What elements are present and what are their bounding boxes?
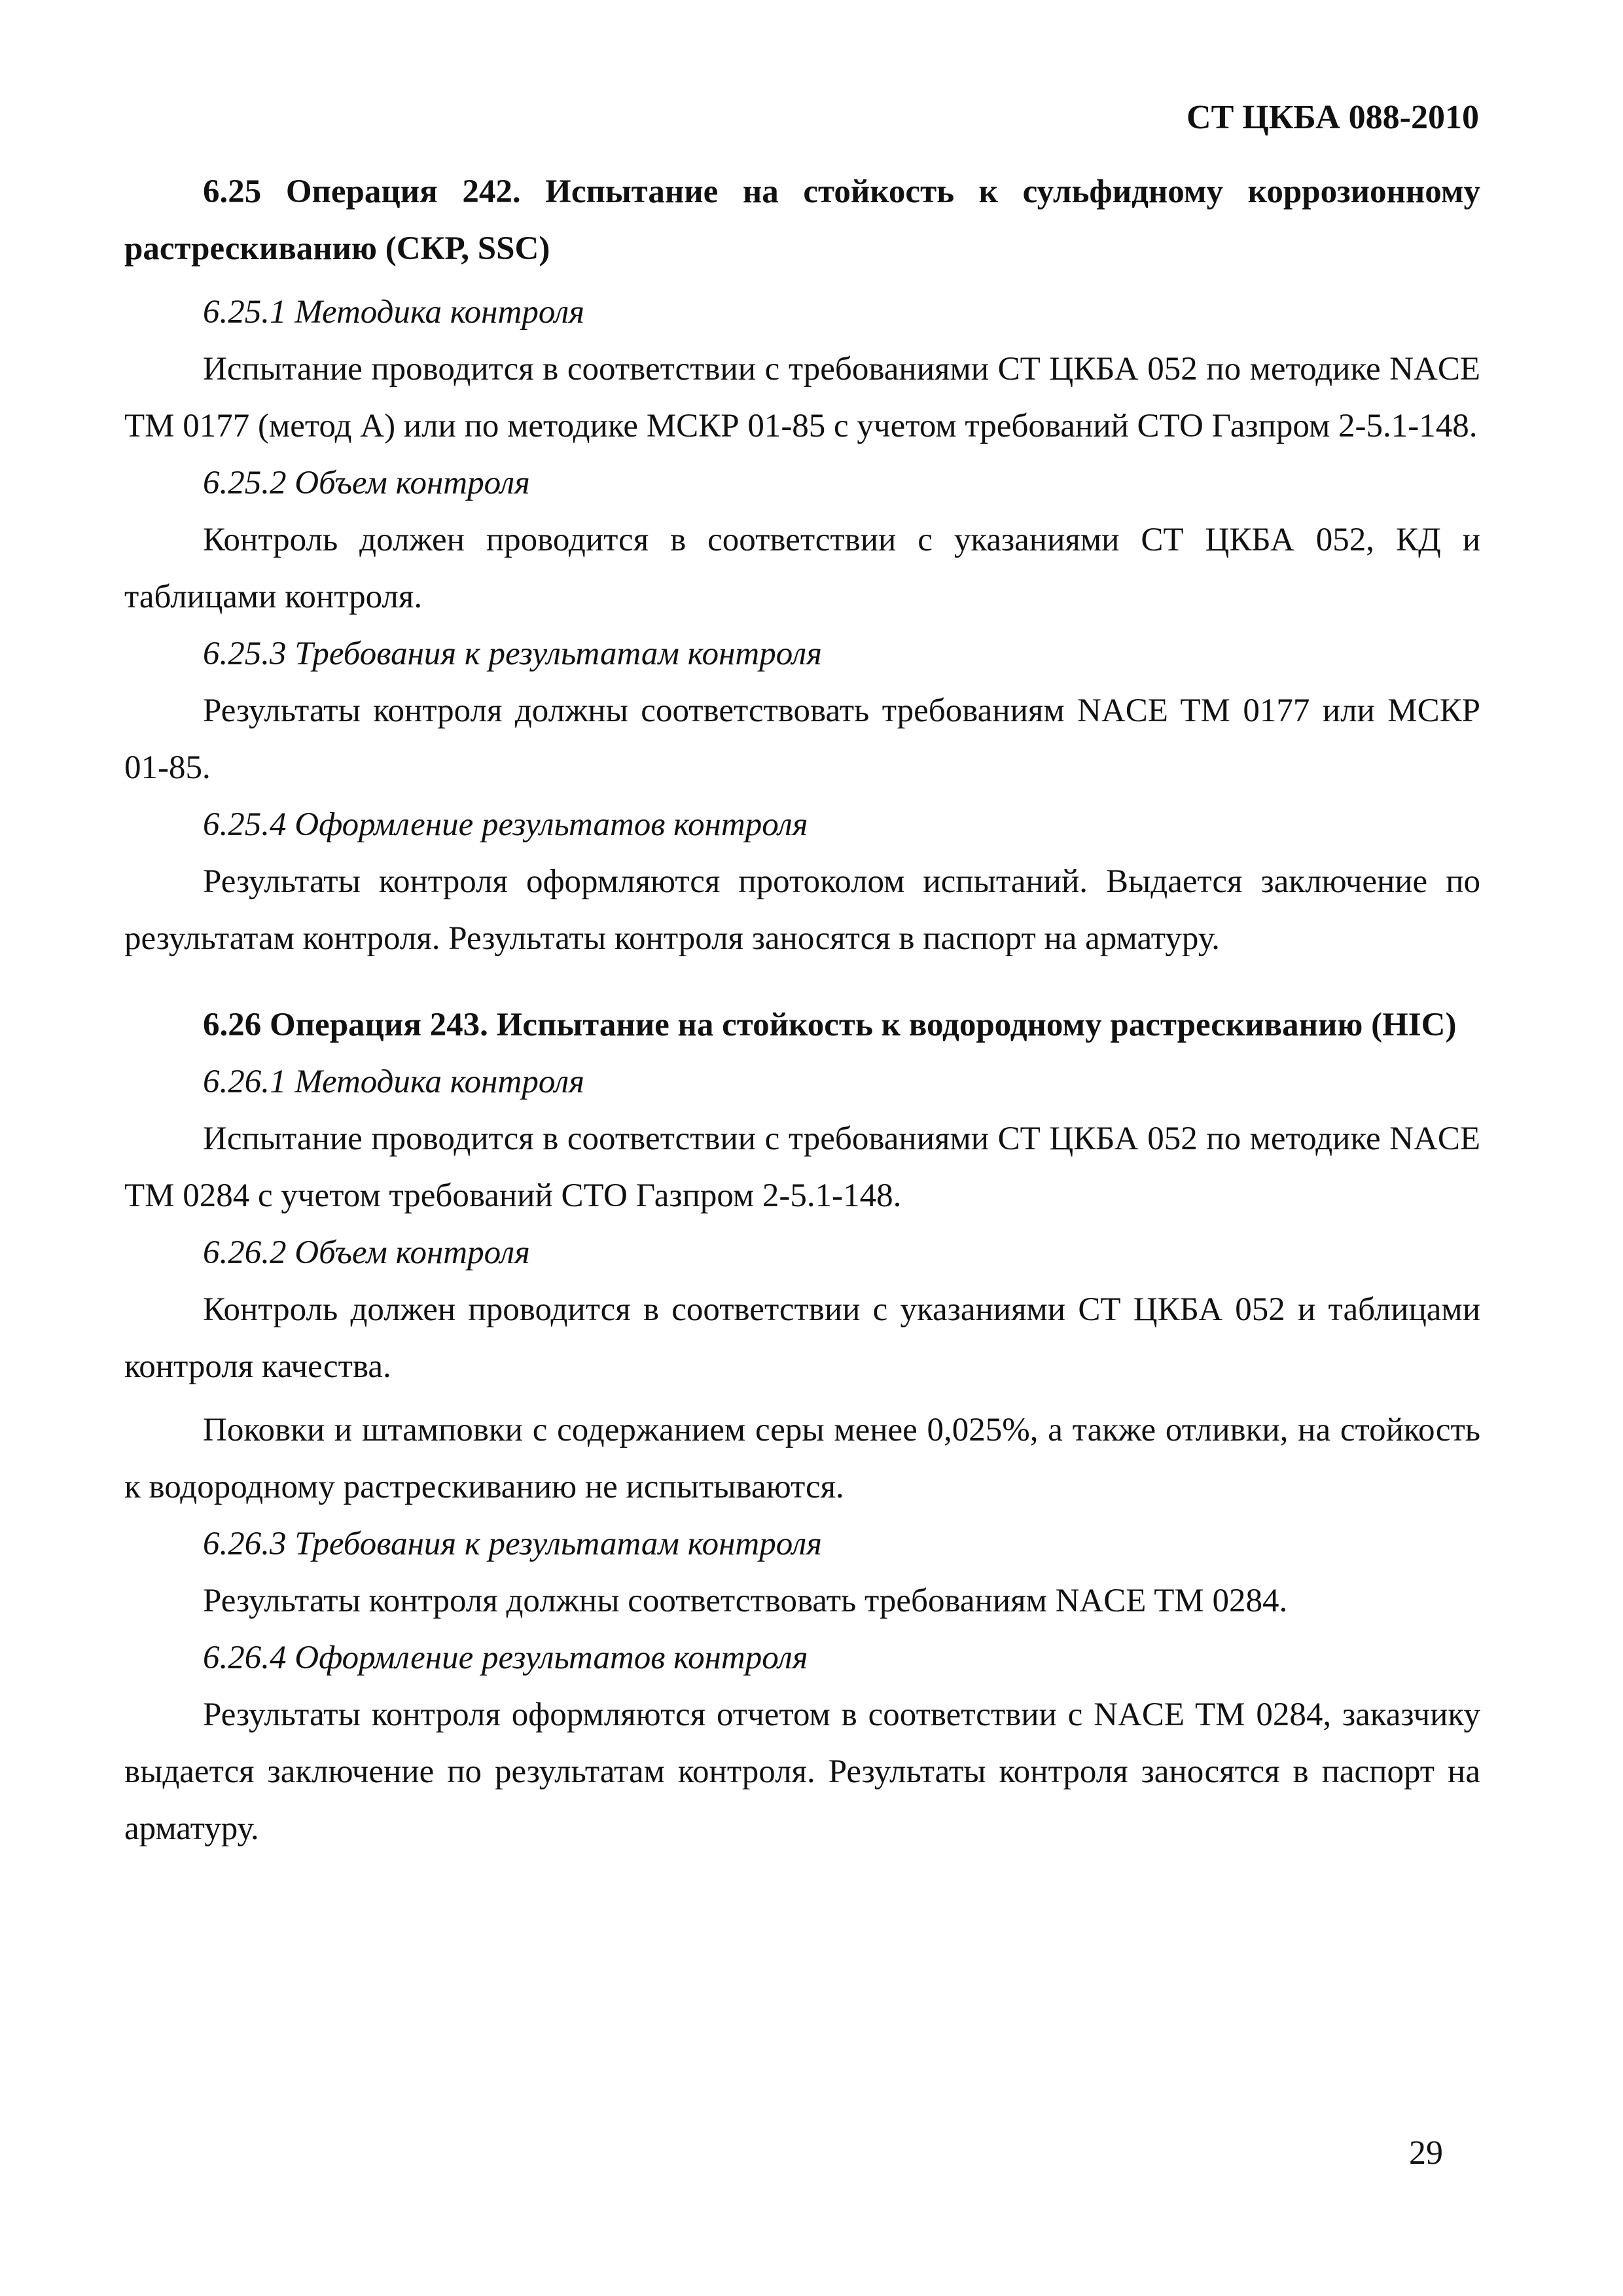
subsection-6-25-3-heading: 6.25.3 Требования к результатам контроля	[203, 636, 822, 672]
subsection-6-26-3-text: Результаты контроля должны соответствовать требованиям NACE TM 0284.	[203, 1583, 1288, 1619]
document-code: СТ ЦКБА 088-2010	[1186, 99, 1479, 136]
subsection-6-26-1-text: Испытание проводится в соответствии с требованиями СТ ЦКБА 052 по методике NACE TM 0284 с учетом требований СТО Газпром 2-5.1-148.	[124, 1121, 1480, 1214]
subsection-6-26-4-text: Результаты контроля оформляются отчетом в соответствии с NACE TM 0284, заказчику выдается заключение по результатам контроля. Результаты контроля заносятся в паспорт на арматуру.	[124, 1696, 1480, 1847]
subsection-6-26-4-heading: 6.26.4 Оформление результатов контроля	[203, 1640, 808, 1676]
subsection-6-25-2-heading: 6.25.2 Объем контроля	[203, 465, 530, 501]
document-body	[124, 164, 1480, 1857]
subsection-6-25-2-text: Контроль должен проводится в соответствии с указаниями СТ ЦКБА 052, КД и таблицами контроля.	[124, 522, 1480, 615]
subsection-6-25-4-text: Результаты контроля оформляются протоколом испытаний. Выдается заключение по результатам контроля. Результаты контроля заносятся в паспорт на арматуру.	[124, 863, 1480, 957]
subsection-6-26-1-heading: 6.26.1 Методика контроля	[203, 1064, 584, 1100]
section-6-25-heading: 6.25 Операция 242. Испытание на стойкость к сульфидному коррозионному растрескиванию (СКР, SSC)	[124, 173, 1480, 267]
page-number: 29	[1409, 2134, 1443, 2172]
subsection-6-25-4-heading: 6.25.4 Оформление результатов контроля	[203, 806, 808, 843]
subsection-6-26-2-text-note: Поковки и штамповки с содержанием серы менее 0,025%, а также отливки, на стойкость к водородному растрескиванию не испытываются.	[124, 1412, 1480, 1505]
subsection-6-25-3-text: Результаты контроля должны соответствовать требованиям NACE TM 0177 или МСКР 01-85.	[124, 692, 1480, 786]
section-6-26-heading: 6.26 Операция 243. Испытание на стойкость к водородному растрескиванию (HIC)	[203, 1007, 1457, 1043]
subsection-6-26-3-heading: 6.26.3 Требования к результатам контроля	[203, 1526, 822, 1562]
subsection-6-26-2-heading: 6.26.2 Объем контроля	[203, 1234, 530, 1271]
subsection-6-25-1-text: Испытание проводится в соответствии с требованиями СТ ЦКБА 052 по методике NACE TM 0177 (метод А) или по методике МСКР 01-85 с учетом требований СТО Газпром 2-5.1-148.	[124, 351, 1480, 444]
subsection-6-25-1-heading: 6.25.1 Методика контроля	[203, 294, 584, 331]
subsection-6-26-2-text: Контроль должен проводится в соответствии с указаниями СТ ЦКБА 052 и таблицами контроля качества.	[124, 1291, 1480, 1385]
